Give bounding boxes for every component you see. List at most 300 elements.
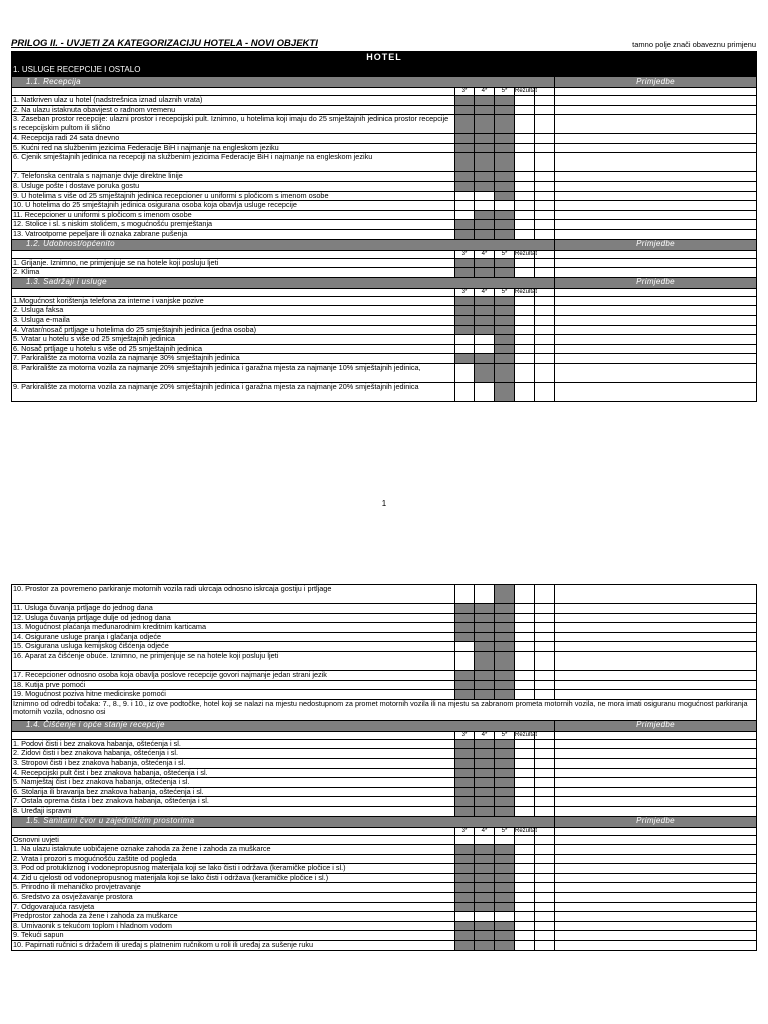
cell-result[interactable] xyxy=(515,835,535,845)
header-result: Rezultat xyxy=(515,731,538,738)
cell-5-star[interactable] xyxy=(495,315,515,325)
cell-result[interactable] xyxy=(515,632,535,642)
cell-remarks[interactable] xyxy=(555,172,757,182)
cell-5-star[interactable] xyxy=(495,210,515,220)
cell-5-star[interactable] xyxy=(495,739,515,749)
cell-4-star[interactable] xyxy=(475,902,495,912)
cell-result[interactable] xyxy=(515,268,535,278)
cell-remarks[interactable] xyxy=(555,787,757,797)
cell-remarks[interactable] xyxy=(555,632,757,642)
cell-5-star[interactable] xyxy=(495,864,515,874)
cell-3-star[interactable] xyxy=(455,613,475,623)
cell-remarks[interactable] xyxy=(555,191,757,201)
cell-result[interactable] xyxy=(515,296,535,306)
cell-4-star[interactable] xyxy=(475,382,495,401)
cell-3-star[interactable] xyxy=(455,806,475,816)
cell-result[interactable] xyxy=(515,623,535,633)
cell-result[interactable] xyxy=(515,306,535,316)
cell-extra xyxy=(535,201,555,211)
remarks-header: Primjedbe xyxy=(555,816,757,827)
cell-3-star[interactable] xyxy=(455,191,475,201)
cell-5-star[interactable] xyxy=(495,931,515,941)
cell-5-star[interactable] xyxy=(495,306,515,316)
cell-result[interactable] xyxy=(515,153,535,172)
cell-3-star[interactable] xyxy=(455,845,475,855)
cell-3-star[interactable] xyxy=(455,883,475,893)
cell-3-star[interactable] xyxy=(455,873,475,883)
table-row xyxy=(12,296,757,306)
cell-3-star[interactable] xyxy=(455,344,475,354)
cell-4-star[interactable] xyxy=(475,768,495,778)
cell-4-star[interactable] xyxy=(475,651,495,670)
cell-3-star[interactable] xyxy=(455,258,475,268)
cell-remarks[interactable] xyxy=(555,758,757,768)
cell-result[interactable] xyxy=(515,739,535,749)
cell-remarks[interactable] xyxy=(555,344,757,354)
cell-4-star[interactable] xyxy=(475,181,495,191)
cell-4-star[interactable] xyxy=(475,604,495,614)
cell-4-star[interactable] xyxy=(475,845,495,855)
cell-4-star[interactable] xyxy=(475,806,495,816)
cell-5-star[interactable] xyxy=(495,778,515,788)
cell-3-star[interactable] xyxy=(455,296,475,306)
cell-4-star[interactable] xyxy=(475,335,495,345)
cell-5-star[interactable] xyxy=(495,902,515,912)
cell-remarks[interactable] xyxy=(555,143,757,153)
cell-4-star[interactable] xyxy=(475,201,495,211)
cell-result[interactable] xyxy=(515,96,535,106)
cell-remarks[interactable] xyxy=(555,201,757,211)
cell-3-star[interactable] xyxy=(455,749,475,759)
cell-5-star[interactable] xyxy=(495,201,515,211)
cell-remarks[interactable] xyxy=(555,749,757,759)
cell-3-star[interactable] xyxy=(455,670,475,680)
cell-4-star[interactable] xyxy=(475,921,495,931)
cell-4-star[interactable] xyxy=(475,153,495,172)
cell-5-star[interactable] xyxy=(495,941,515,951)
cell-3-star[interactable] xyxy=(455,220,475,230)
cell-result[interactable] xyxy=(515,363,535,382)
cell-4-star[interactable] xyxy=(475,854,495,864)
cell-4-star[interactable] xyxy=(475,363,495,382)
cell-remarks[interactable] xyxy=(555,921,757,931)
cell-5-star[interactable] xyxy=(495,143,515,153)
cell-5-star[interactable] xyxy=(495,613,515,623)
cell-result[interactable] xyxy=(515,778,535,788)
cell-5-star[interactable] xyxy=(495,623,515,633)
table-row xyxy=(12,315,757,325)
header-remarks-blank xyxy=(555,88,757,96)
table-row xyxy=(12,604,757,614)
cell-4-star[interactable] xyxy=(475,354,495,364)
subsection-title: 1.5. Sanitarni čvor u zajedničkim prostorima xyxy=(12,816,555,827)
cell-remarks[interactable] xyxy=(555,893,757,903)
remarks-header: Primjedbe xyxy=(555,277,757,288)
cell-result[interactable] xyxy=(515,873,535,883)
cell-5-star[interactable] xyxy=(495,680,515,690)
cell-remarks[interactable] xyxy=(555,306,757,316)
criterion-text: 7. Ostala oprema čista i bez znakova habanja, oštećenja i sl. xyxy=(12,797,455,807)
cell-remarks[interactable] xyxy=(555,258,757,268)
cell-3-star[interactable] xyxy=(455,335,475,345)
cell-remarks[interactable] xyxy=(555,797,757,807)
criterion-text: 2. Vrata i prozori s mogućnošću zaštite od pogleda xyxy=(12,854,455,864)
cell-4-star[interactable] xyxy=(475,797,495,807)
cell-5-star[interactable] xyxy=(495,181,515,191)
cell-result[interactable] xyxy=(515,806,535,816)
cell-remarks[interactable] xyxy=(555,268,757,278)
cell-result[interactable] xyxy=(515,651,535,670)
cell-4-star[interactable] xyxy=(475,344,495,354)
cell-5-star[interactable] xyxy=(495,642,515,652)
cell-4-star[interactable] xyxy=(475,325,495,335)
criterion-text: Osnovni uvjeti xyxy=(12,835,455,845)
cell-3-star[interactable] xyxy=(455,797,475,807)
cell-remarks[interactable] xyxy=(555,296,757,306)
cell-result[interactable] xyxy=(515,931,535,941)
cell-4-star[interactable] xyxy=(475,585,495,604)
cell-5-star[interactable] xyxy=(495,268,515,278)
cell-4-star[interactable] xyxy=(475,778,495,788)
cell-4-star[interactable] xyxy=(475,172,495,182)
cell-4-star[interactable] xyxy=(475,315,495,325)
cell-5-star[interactable] xyxy=(495,854,515,864)
cell-remarks[interactable] xyxy=(555,382,757,401)
cell-4-star[interactable] xyxy=(475,96,495,106)
cell-4-star[interactable] xyxy=(475,670,495,680)
cell-5-star[interactable] xyxy=(495,768,515,778)
cell-5-star[interactable] xyxy=(495,335,515,345)
cell-remarks[interactable] xyxy=(555,739,757,749)
cell-extra xyxy=(535,172,555,182)
cell-4-star[interactable] xyxy=(475,787,495,797)
cell-4-star[interactable] xyxy=(475,883,495,893)
cell-result[interactable] xyxy=(515,680,535,690)
cell-result[interactable] xyxy=(515,143,535,153)
cell-remarks[interactable] xyxy=(555,96,757,106)
cell-3-star[interactable] xyxy=(455,325,475,335)
criterion-text: 7. Telefonska centrala s najmanje dvije direktne linije xyxy=(12,172,455,182)
cell-3-star[interactable] xyxy=(455,604,475,614)
cell-5-star[interactable] xyxy=(495,604,515,614)
cell-4-star[interactable] xyxy=(475,296,495,306)
cell-3-star[interactable] xyxy=(455,143,475,153)
cell-3-star[interactable] xyxy=(455,210,475,220)
cell-4-star[interactable] xyxy=(475,864,495,874)
cell-3-star[interactable] xyxy=(455,306,475,316)
table-row xyxy=(12,306,757,316)
cell-result[interactable] xyxy=(515,797,535,807)
cell-3-star[interactable] xyxy=(455,153,475,172)
cell-remarks[interactable] xyxy=(555,883,757,893)
cell-3-star[interactable] xyxy=(455,651,475,670)
cell-5-star[interactable] xyxy=(495,787,515,797)
cell-remarks[interactable] xyxy=(555,651,757,670)
cell-4-star[interactable] xyxy=(475,941,495,951)
cell-4-star[interactable] xyxy=(475,210,495,220)
cell-5-star[interactable] xyxy=(495,651,515,670)
cell-result[interactable] xyxy=(515,690,535,700)
cell-remarks[interactable] xyxy=(555,835,757,845)
cell-remarks[interactable] xyxy=(555,613,757,623)
cell-5-star[interactable] xyxy=(495,845,515,855)
table-row xyxy=(12,893,757,903)
cell-remarks[interactable] xyxy=(555,585,757,604)
cell-remarks[interactable] xyxy=(555,845,757,855)
cell-4-star[interactable] xyxy=(475,191,495,201)
cell-result[interactable] xyxy=(515,642,535,652)
cell-3-star[interactable] xyxy=(455,787,475,797)
cell-5-star[interactable] xyxy=(495,806,515,816)
cell-3-star[interactable] xyxy=(455,585,475,604)
cell-4-star[interactable] xyxy=(475,873,495,883)
cell-5-star[interactable] xyxy=(495,134,515,144)
cell-result[interactable] xyxy=(515,921,535,931)
cell-result[interactable] xyxy=(515,325,535,335)
cell-3-star[interactable] xyxy=(455,354,475,364)
cell-5-star[interactable] xyxy=(495,921,515,931)
cell-4-star[interactable] xyxy=(475,258,495,268)
cell-5-star[interactable] xyxy=(495,344,515,354)
table-row xyxy=(12,96,757,106)
cell-4-star[interactable] xyxy=(475,105,495,115)
cell-5-star[interactable] xyxy=(495,172,515,182)
cell-4-star[interactable] xyxy=(475,306,495,316)
cell-result[interactable] xyxy=(515,382,535,401)
criterion-text: 2. Usluga faksa xyxy=(12,306,455,316)
criterion-text: 6. Stolarija ili bravarija bez znakova habanja, oštećenja i sl. xyxy=(12,787,455,797)
cell-remarks[interactable] xyxy=(555,670,757,680)
cell-result[interactable] xyxy=(515,191,535,201)
cell-remarks[interactable] xyxy=(555,778,757,788)
cell-4-star[interactable] xyxy=(475,268,495,278)
cell-3-star[interactable] xyxy=(455,912,475,922)
cell-remarks[interactable] xyxy=(555,354,757,364)
cell-3-star[interactable] xyxy=(455,931,475,941)
cell-4-star[interactable] xyxy=(475,835,495,845)
cell-3-star[interactable] xyxy=(455,382,475,401)
cell-3-star[interactable] xyxy=(455,921,475,931)
cell-remarks[interactable] xyxy=(555,864,757,874)
cell-4-star[interactable] xyxy=(475,893,495,903)
cell-remarks[interactable] xyxy=(555,768,757,778)
cell-result[interactable] xyxy=(515,749,535,759)
cell-3-star[interactable] xyxy=(455,115,475,134)
cell-3-star[interactable] xyxy=(455,268,475,278)
cell-result[interactable] xyxy=(515,585,535,604)
cell-3-star[interactable] xyxy=(455,864,475,874)
cell-remarks[interactable] xyxy=(555,690,757,700)
cell-5-star[interactable] xyxy=(495,749,515,759)
cell-remarks[interactable] xyxy=(555,873,757,883)
cell-result[interactable] xyxy=(515,670,535,680)
cell-5-star[interactable] xyxy=(495,191,515,201)
table-row xyxy=(12,585,757,604)
cell-result[interactable] xyxy=(515,344,535,354)
cell-5-star[interactable] xyxy=(495,797,515,807)
subsection-1-3-header xyxy=(12,277,757,288)
cell-3-star[interactable] xyxy=(455,181,475,191)
header-remarks-blank xyxy=(555,827,757,835)
cell-4-star[interactable] xyxy=(475,912,495,922)
criterion-text: 10. Papirnati ručnici s držačem ili uređaj s platnenim ručnikom u roli ili uređaj za sušenje ruku xyxy=(12,941,455,951)
criterion-text: Predprostor zahoda za žene i zahoda za muškarce xyxy=(12,912,455,922)
cell-remarks[interactable] xyxy=(555,642,757,652)
cell-5-star[interactable] xyxy=(495,912,515,922)
cell-remarks[interactable] xyxy=(555,105,757,115)
cell-result[interactable] xyxy=(515,134,535,144)
cell-3-star[interactable] xyxy=(455,315,475,325)
cell-result[interactable] xyxy=(515,845,535,855)
cell-result[interactable] xyxy=(515,768,535,778)
cell-5-star[interactable] xyxy=(495,632,515,642)
cell-4-star[interactable] xyxy=(475,642,495,652)
cell-remarks[interactable] xyxy=(555,931,757,941)
cell-remarks[interactable] xyxy=(555,115,757,134)
cell-4-star[interactable] xyxy=(475,220,495,230)
header-4-star: 4* xyxy=(475,250,495,258)
cell-5-star[interactable] xyxy=(495,220,515,230)
cell-3-star[interactable] xyxy=(455,363,475,382)
cell-4-star[interactable] xyxy=(475,143,495,153)
cell-3-star[interactable] xyxy=(455,739,475,749)
cell-3-star[interactable] xyxy=(455,632,475,642)
cell-remarks[interactable] xyxy=(555,854,757,864)
cell-result[interactable] xyxy=(515,883,535,893)
cell-remarks[interactable] xyxy=(555,229,757,239)
cell-remarks[interactable] xyxy=(555,912,757,922)
criterion-text: 12. Usluga čuvanja prtljage dulje od jednog dana xyxy=(12,613,455,623)
cell-result[interactable] xyxy=(515,613,535,623)
cell-3-star[interactable] xyxy=(455,642,475,652)
cell-5-star[interactable] xyxy=(495,382,515,401)
cell-result[interactable] xyxy=(515,787,535,797)
cell-result[interactable] xyxy=(515,210,535,220)
cell-5-star[interactable] xyxy=(495,893,515,903)
cell-5-star[interactable] xyxy=(495,296,515,306)
cell-4-star[interactable] xyxy=(475,931,495,941)
cell-4-star[interactable] xyxy=(475,613,495,623)
cell-result[interactable] xyxy=(515,181,535,191)
cell-3-star[interactable] xyxy=(455,105,475,115)
cell-result[interactable] xyxy=(515,220,535,230)
subsection-title: 1.1. Recepcija xyxy=(12,77,555,88)
cell-remarks[interactable] xyxy=(555,335,757,345)
cell-result[interactable] xyxy=(515,941,535,951)
cell-remarks[interactable] xyxy=(555,181,757,191)
cell-remarks[interactable] xyxy=(555,220,757,230)
cell-extra xyxy=(535,143,555,153)
cell-3-star[interactable] xyxy=(455,680,475,690)
cell-4-star[interactable] xyxy=(475,623,495,633)
cell-result[interactable] xyxy=(515,758,535,768)
cell-result[interactable] xyxy=(515,172,535,182)
cell-4-star[interactable] xyxy=(475,680,495,690)
cell-remarks[interactable] xyxy=(555,210,757,220)
cell-remarks[interactable] xyxy=(555,363,757,382)
cell-3-star[interactable] xyxy=(455,941,475,951)
cell-remarks[interactable] xyxy=(555,941,757,951)
cell-result[interactable] xyxy=(515,315,535,325)
cell-5-star[interactable] xyxy=(495,96,515,106)
cell-4-star[interactable] xyxy=(475,739,495,749)
cell-4-star[interactable] xyxy=(475,632,495,642)
cell-4-star[interactable] xyxy=(475,229,495,239)
cell-4-star[interactable] xyxy=(475,115,495,134)
table-row xyxy=(12,797,757,807)
cell-result[interactable] xyxy=(515,864,535,874)
cell-5-star[interactable] xyxy=(495,690,515,700)
cell-remarks[interactable] xyxy=(555,604,757,614)
cell-5-star[interactable] xyxy=(495,153,515,172)
cell-5-star[interactable] xyxy=(495,258,515,268)
cell-result[interactable] xyxy=(515,105,535,115)
cell-3-star[interactable] xyxy=(455,835,475,845)
cell-5-star[interactable] xyxy=(495,835,515,845)
cell-5-star[interactable] xyxy=(495,229,515,239)
cell-result[interactable] xyxy=(515,335,535,345)
cell-5-star[interactable] xyxy=(495,325,515,335)
cell-5-star[interactable] xyxy=(495,585,515,604)
cell-3-star[interactable] xyxy=(455,902,475,912)
cell-result[interactable] xyxy=(515,201,535,211)
cell-5-star[interactable] xyxy=(495,873,515,883)
cell-3-star[interactable] xyxy=(455,690,475,700)
cell-3-star[interactable] xyxy=(455,229,475,239)
cell-remarks[interactable] xyxy=(555,902,757,912)
cell-result[interactable] xyxy=(515,115,535,134)
cell-5-star[interactable] xyxy=(495,354,515,364)
cell-result[interactable] xyxy=(515,229,535,239)
cell-result[interactable] xyxy=(515,854,535,864)
cell-remarks[interactable] xyxy=(555,806,757,816)
cell-remarks[interactable] xyxy=(555,623,757,633)
cell-result[interactable] xyxy=(515,902,535,912)
cell-4-star[interactable] xyxy=(475,749,495,759)
cell-3-star[interactable] xyxy=(455,854,475,864)
cell-3-star[interactable] xyxy=(455,96,475,106)
cell-remarks[interactable] xyxy=(555,134,757,144)
cell-3-star[interactable] xyxy=(455,768,475,778)
cell-3-star[interactable] xyxy=(455,758,475,768)
cell-remarks[interactable] xyxy=(555,325,757,335)
cell-3-star[interactable] xyxy=(455,134,475,144)
subsection-1-4-header xyxy=(12,720,757,731)
cell-3-star[interactable] xyxy=(455,778,475,788)
cell-5-star[interactable] xyxy=(495,105,515,115)
cell-4-star[interactable] xyxy=(475,134,495,144)
cell-4-star[interactable] xyxy=(475,690,495,700)
cell-3-star[interactable] xyxy=(455,623,475,633)
cell-result[interactable] xyxy=(515,893,535,903)
cell-5-star[interactable] xyxy=(495,670,515,680)
cell-5-star[interactable] xyxy=(495,883,515,893)
cell-result[interactable] xyxy=(515,258,535,268)
cell-5-star[interactable] xyxy=(495,115,515,134)
cell-4-star[interactable] xyxy=(475,758,495,768)
cell-result[interactable] xyxy=(515,604,535,614)
cell-5-star[interactable] xyxy=(495,363,515,382)
cell-remarks[interactable] xyxy=(555,680,757,690)
cell-remarks[interactable] xyxy=(555,315,757,325)
cell-5-star[interactable] xyxy=(495,758,515,768)
cell-3-star[interactable] xyxy=(455,172,475,182)
cell-remarks[interactable] xyxy=(555,153,757,172)
cell-result[interactable] xyxy=(515,354,535,364)
cell-result[interactable] xyxy=(515,912,535,922)
cell-3-star[interactable] xyxy=(455,201,475,211)
cell-3-star[interactable] xyxy=(455,893,475,903)
